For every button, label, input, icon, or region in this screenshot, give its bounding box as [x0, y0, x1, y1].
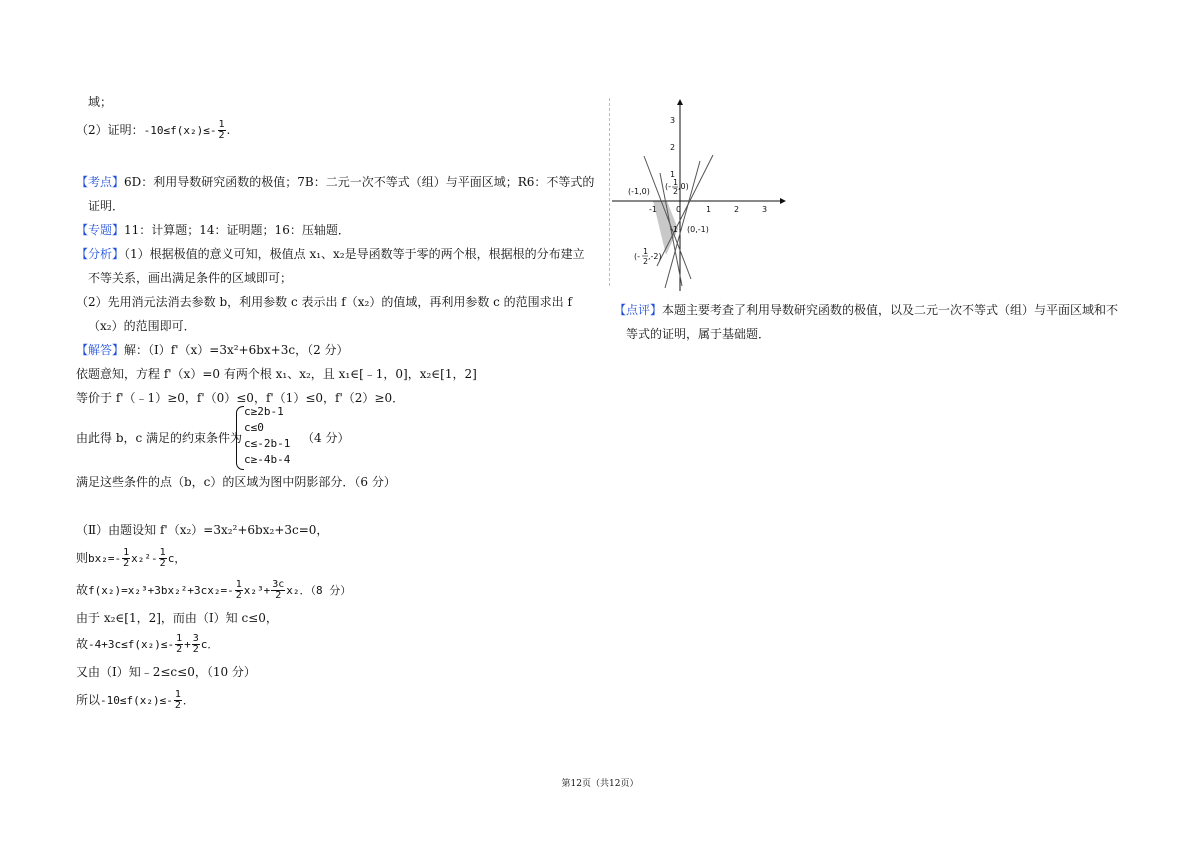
text-fragment: 所以	[76, 693, 101, 707]
fraction	[218, 120, 226, 141]
jieda-text: 解：（Ⅰ）f'（x）=3x²+6bx+3c，（2 分）	[124, 343, 349, 357]
kaodian-line	[76, 174, 594, 190]
text-line: 依题意知，方程 f'（x）=0 有两个根 x₁、x₂，且 x₁∈[﹣1，0]，x₂∈[1，2]	[76, 367, 477, 381]
text-line: 由此得 b，c 满足的约束条件为	[76, 431, 243, 445]
dianping-line	[614, 302, 1118, 318]
text-line: 证明．	[88, 199, 125, 213]
fraction	[235, 580, 243, 601]
text-line: 满足这些条件的点（b，c）的区域为图中阴影部分．（6 分）	[76, 475, 396, 489]
denominator: 2	[159, 558, 166, 569]
text-fragment: （2）证明：	[76, 123, 144, 137]
denominator: 2	[235, 590, 242, 601]
text-line: 域；	[88, 95, 113, 109]
fenxi-tag: 【分析】	[76, 247, 125, 261]
fraction-den: 2	[673, 187, 679, 196]
math-expr: f(x₂)=x₂³+3bx₂²+3cx₂=-	[88, 584, 234, 597]
text-line: 又由（Ⅰ）知﹣2≤c≤0，（10 分）	[76, 665, 256, 679]
zhuanti-text: 11：计算题；14：证明题；16：压轴题．	[124, 223, 350, 237]
fraction	[159, 548, 167, 569]
fraction	[122, 548, 130, 569]
x-tick-label: 2	[734, 205, 740, 214]
numerator: 3	[192, 633, 199, 644]
fenxi-line	[76, 246, 585, 262]
fraction	[271, 580, 285, 601]
point-label-part: (-	[634, 252, 641, 261]
fraction-num: 1	[643, 247, 649, 256]
math-expr: -4+3c≤f(x₂)≤-	[88, 638, 175, 651]
numerator: 1	[176, 633, 183, 644]
text-line: 不等关系，画出满足条件的区域即可；	[88, 271, 293, 285]
denominator: 2	[275, 590, 282, 601]
numerator: 1	[123, 547, 130, 558]
numerator: 1	[218, 119, 225, 130]
point-label-part: ,-2)	[648, 252, 662, 261]
text-line: 等价于 f'（﹣1）≥0，f'（0）≤0，f'（1）≤0，f'（2）≥0．	[76, 391, 405, 405]
y-tick-label: 2	[670, 143, 676, 152]
point-label: (0,-1)	[687, 225, 709, 234]
conclusion-line	[76, 690, 194, 711]
text-fragment: 则	[76, 551, 89, 565]
numerator: 3c	[272, 579, 285, 590]
jieda-line	[76, 342, 349, 358]
fraction	[175, 634, 183, 655]
numerator: 1	[159, 547, 166, 558]
denominator: 2	[176, 644, 183, 655]
zhuanti-line	[76, 222, 350, 238]
y-tick-label: -1	[670, 225, 678, 234]
constraint-4: c≥-4b-4	[244, 453, 291, 466]
math-expr: c，	[167, 552, 186, 565]
point-label-part: (-	[665, 182, 672, 191]
x-tick-label: -1	[649, 205, 657, 214]
denominator: 2	[192, 644, 199, 655]
page-footer: 第12页（共12页）	[561, 779, 639, 789]
numerator: 1	[235, 579, 242, 590]
score-note: （4 分）	[302, 431, 350, 445]
text-line: （2）先用消元法消去参数 b，利用参数 c 表示出 f（x₂）的值域，再利用参数 c 的范围求出 f	[76, 295, 572, 309]
x-tick-label: 1	[706, 205, 712, 214]
fraction-den: 2	[643, 257, 649, 266]
math-expr: ．	[182, 694, 194, 707]
system-brace	[236, 406, 244, 470]
denominator: 2	[123, 558, 130, 569]
text-fragment: 故	[76, 637, 89, 651]
dianping-text: 本题主要考查了利用导数研究函数的极值，以及二元一次不等式（组）与平面区域和不	[662, 303, 1119, 317]
point-label-part: ,0)	[678, 182, 689, 191]
proof-statement: （2）证明：-10≤f(x₂)≤- $\frac{1}{2}$ .	[76, 119, 231, 141]
text-line: 等式的证明，属于基础题．	[626, 327, 771, 341]
constraint-3: c≤-2b-1	[244, 437, 291, 450]
math-line	[76, 580, 351, 601]
constraint-2: c≤0	[244, 421, 264, 434]
fraction	[174, 690, 182, 711]
denominator: 2	[218, 130, 225, 141]
region-graph	[610, 96, 790, 296]
point-label: (-1,0)	[628, 187, 650, 196]
math-expr: x₂³+	[243, 584, 271, 597]
jieda-tag: 【解答】	[76, 343, 125, 357]
y-tick-label: 1	[670, 170, 676, 179]
math-expr: x₂．（8 分）	[286, 584, 352, 597]
x-tick-label: 0	[676, 205, 682, 214]
fenxi-text: （1）根据极值的意义可知，极值点 x₁、x₂是导函数等于零的两个根，根据根的分布建立	[124, 247, 585, 261]
text-line: （x₂）的范围即可．	[88, 319, 196, 333]
zhuanti-tag: 【专题】	[76, 223, 125, 237]
text-fragment: 故	[76, 583, 89, 597]
math-expr: +	[184, 638, 191, 651]
math-expr: c．	[200, 638, 219, 651]
fraction	[192, 634, 200, 655]
math-expr: x₂²-	[131, 552, 158, 565]
numerator: 1	[174, 689, 181, 700]
dianping-tag: 【点评】	[614, 303, 663, 317]
math-line	[76, 634, 218, 655]
y-tick-label: 3	[670, 116, 676, 125]
denominator: 2	[174, 700, 181, 711]
kaodian-text: 6D：利用导数研究函数的极值；7B：二元一次不等式（组）与平面区域；R6：不等式的	[124, 175, 595, 189]
math-expr: bx₂=-	[88, 552, 122, 565]
math-expr: -10≤f(x₂)≤-	[100, 694, 173, 707]
text-line: （Ⅱ）由题设知 f'（x₂）=3x₂²+6bx₂+3c=0，	[76, 523, 329, 537]
fraction-num: 1	[673, 178, 679, 187]
math-line	[76, 548, 185, 569]
x-axis-arrow	[780, 198, 786, 204]
constraint-1: c≥2b-1	[244, 405, 284, 418]
math-expr: -10≤f(x₂)≤-	[143, 124, 217, 137]
text-line: 由于 x₂∈[1，2]，而由（Ⅰ）知 c≤0，	[76, 611, 278, 625]
kaodian-tag: 【考点】	[76, 175, 125, 189]
x-tick-label: 3	[762, 205, 768, 214]
y-axis-arrow	[677, 99, 683, 105]
